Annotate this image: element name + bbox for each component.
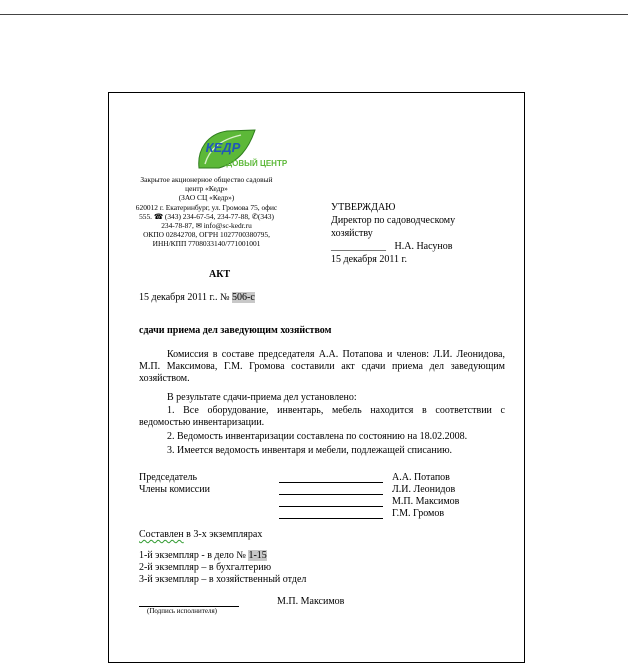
doc-paragraph-1: Комиссия в составе председателя А.А. Потапова и членов: Л.И. Леонидова, М.П. Максимова, Г.М. Громова составили акт сдачи приема дел заведующим хозяйством.	[139, 349, 505, 384]
document-page	[108, 92, 525, 663]
doc-date: 15 декабря 2011 г.. №	[139, 292, 230, 303]
signer-name: А.А. Потапов	[392, 472, 450, 483]
copies-heading-rest: в 3-х экземплярах	[183, 529, 263, 540]
copy-1-text: 1-й экземпляр - в дело №	[139, 550, 246, 561]
signer-name: М.П. Максимов	[392, 496, 460, 507]
executor-caption: (Подпись исполнителя)	[147, 607, 217, 615]
doc-title: АКТ	[209, 269, 231, 280]
org-details	[119, 175, 294, 249]
org-line: ИНН/КПП 7708033140/771001001	[152, 239, 261, 249]
chair-label: Председатель	[139, 472, 198, 483]
signer-name: Л.И. Леонидов	[392, 484, 456, 495]
copies-heading-word: Составлен	[139, 529, 184, 540]
org-line: 620012 г. Екатеринбург, ул. Громова 75, офис	[135, 202, 278, 212]
executor-name: М.П. Максимов	[277, 596, 345, 607]
logo-subtitle: САДОВЫЙ ЦЕНТР	[214, 159, 288, 168]
copy-3: 3-й экземпляр – в хозяйственный отдел	[139, 574, 307, 585]
kedr-logo-icon	[189, 128, 309, 170]
approval-signature-line	[331, 240, 455, 253]
copy-1-number: 1-15	[248, 550, 267, 561]
doc-number: 506-с	[232, 292, 255, 303]
copy-1	[139, 550, 267, 561]
doc-item-2: 2. Ведомость инвентаризации составлена по состоянию на 18.02.2008.	[167, 431, 468, 442]
approval-signer: Н.А. Насунов	[394, 241, 453, 252]
doc-date-number	[139, 292, 255, 303]
org-line: 555. ☎ (343) 234-67-54, 234-77-88, ✆(343)	[139, 211, 274, 221]
signature-line	[279, 482, 383, 483]
approval-date: 15 декабря 2011 г.	[331, 254, 407, 265]
approval-block	[331, 201, 455, 266]
doc-intro: В результате сдачи-приема дел установлено:	[167, 392, 357, 403]
org-line: Закрытое акционерное общество садовый	[140, 175, 273, 184]
org-line: 234-78-87, ✉ info@sc-kedr.ru	[161, 221, 252, 231]
copy-2: 2-й экземпляр – в бухгалтерию	[139, 562, 272, 573]
members-label: Члены комиссии	[139, 484, 210, 495]
signature-line	[279, 506, 383, 507]
org-line: (ЗАО СЦ «Кедр»)	[178, 193, 235, 203]
signer-name: Г.М. Громов	[392, 508, 445, 519]
copies-heading	[139, 529, 262, 540]
doc-item-3: 3. Имеется ведомость инвентаря и мебели, подлежащей списанию.	[167, 445, 453, 456]
logo-text: КЕДР	[205, 140, 241, 155]
approval-position-1: Директор по садоводческому	[331, 215, 456, 226]
signature-line	[279, 518, 383, 519]
signature-line	[279, 494, 383, 495]
approval-position-2: хозяйству	[331, 228, 373, 239]
doc-subject: сдачи приема дел заведующим хозяйством	[139, 325, 332, 336]
approval-blank: ___________	[331, 241, 386, 252]
top-rule	[0, 14, 628, 15]
org-line: ОКПО 02842708, ОГРН 1027700380795,	[143, 230, 270, 240]
org-line: центр «Кедр»	[185, 184, 228, 194]
doc-item-1: 1. Все оборудование, инвентарь, мебель находится в соответствии с ведомостью инвентаризации.	[139, 405, 505, 428]
approval-title: УТВЕРЖДАЮ	[331, 202, 396, 213]
